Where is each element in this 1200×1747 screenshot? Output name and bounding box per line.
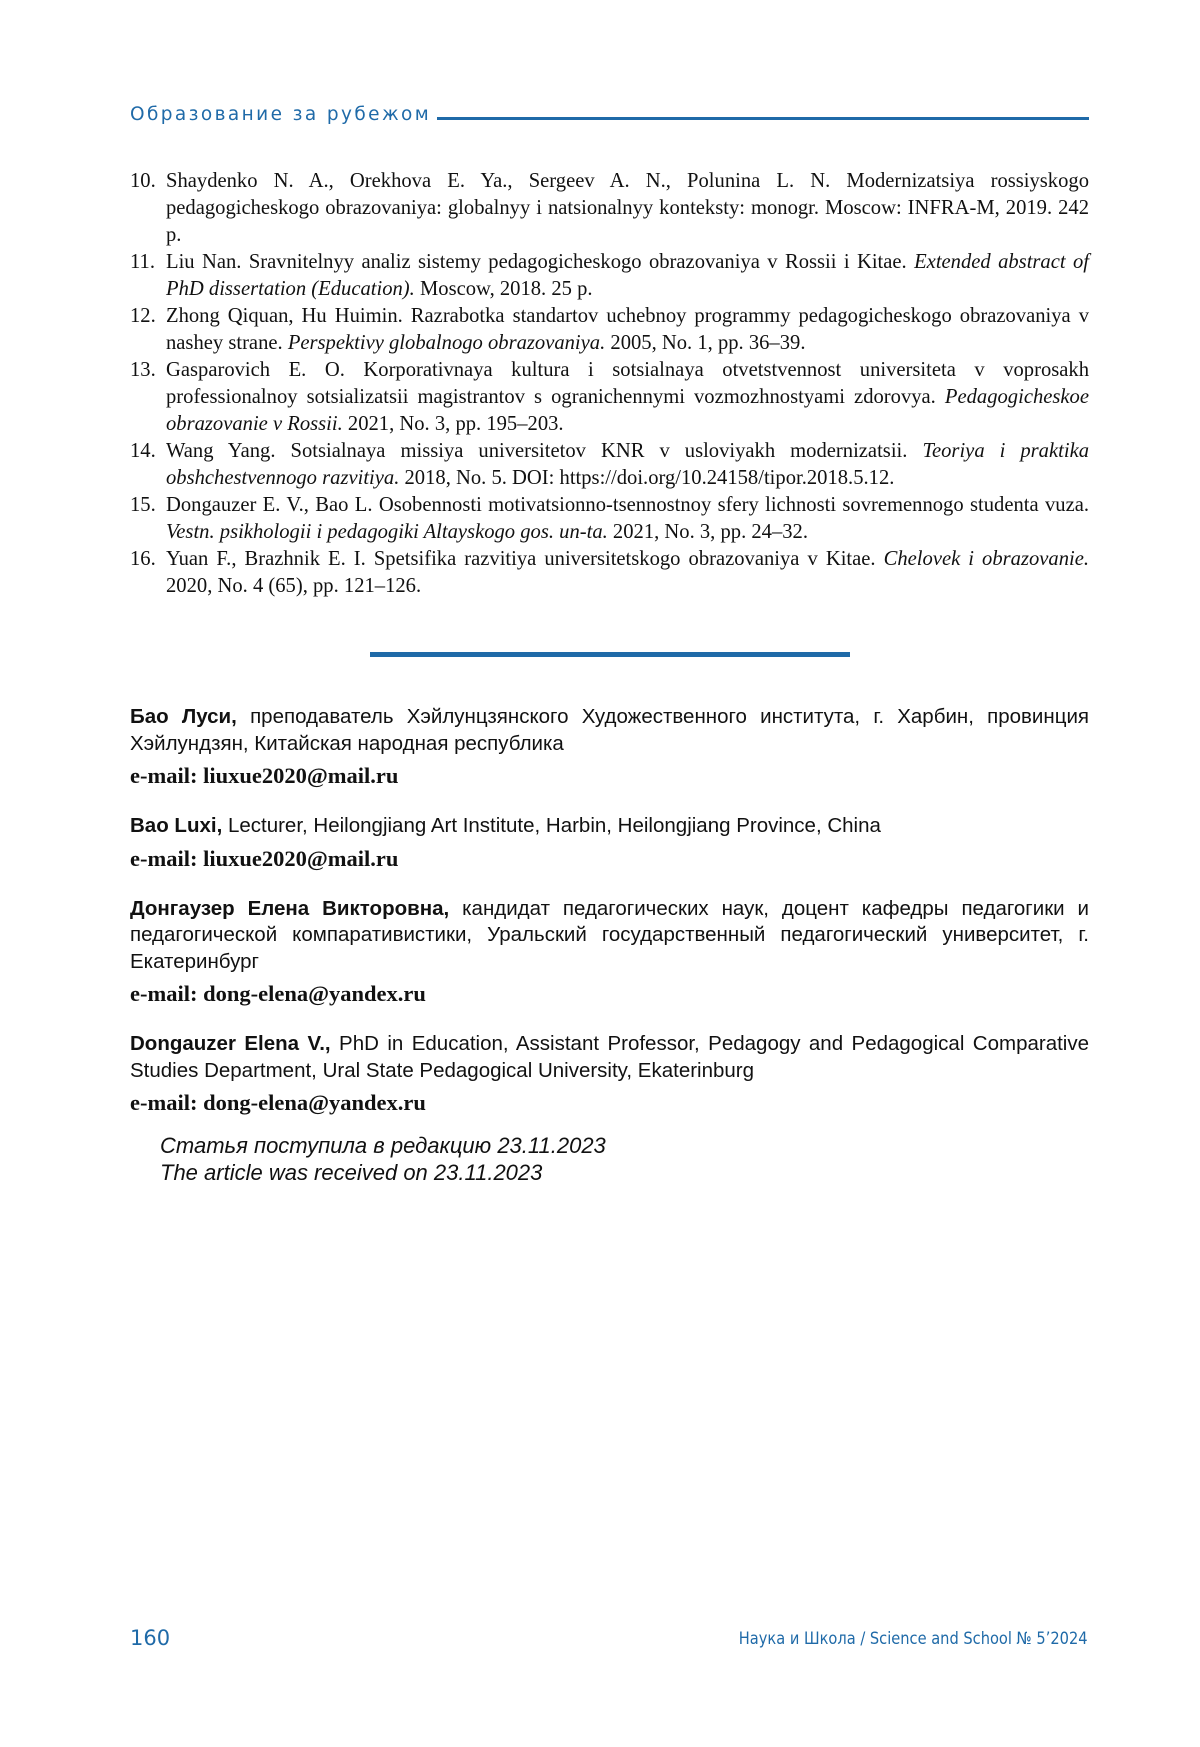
author-block	[130, 704, 1089, 791]
reference-segment: 2021, No. 3, pp. 24–32.	[607, 521, 808, 543]
journal-name: Наука и Школа / Science and School № 5’2024	[739, 1629, 1088, 1649]
author-name: Bao Luxi,	[130, 814, 223, 837]
reference-segment: Shaydenko N. A., Orekhova E. Ya., Sergeev A. N., Polunina L. N. Modernizatsiya rossiyskogo pedagogicheskogo obrazovaniya: globalnyy i natsionalnyy konteksty: monogr. Moscow: INFRA-M, 2019. 242 p.	[166, 170, 1089, 246]
author-info	[130, 704, 1089, 1140]
author-affiliation: PhD in Education, Assistant Professor, Pedagogy and Pedagogical Comparative Studies Department, Ural State Pedagogical University, Ekaterinburg	[130, 1032, 1089, 1082]
reference-segment: Dongauzer E. V., Bao L. Osobennosti motivatsionno-tsennostnoy sfery lichnosti sovremennogo studenta vuza.	[166, 494, 1089, 516]
reference-text	[166, 438, 1089, 492]
author-email: e-mail: dong-elena@yandex.ru	[130, 981, 426, 1006]
reference-number: 15.	[130, 494, 156, 516]
running-header	[130, 104, 1089, 125]
reference-number: 13.	[130, 359, 156, 381]
author-affiliation: Lecturer, Heilongjiang Art Institute, Harbin, Heilongjiang Province, China	[222, 814, 881, 837]
page-number: 160	[130, 1626, 171, 1650]
received-en: The article was received on 23.11.2023	[160, 1160, 543, 1185]
reference-source-title: Chelovek i obrazovanie.	[883, 548, 1090, 570]
reference-source-title: Extended abstract of PhD dissertation (Education).	[166, 251, 1089, 300]
reference-number: 11.	[130, 251, 155, 273]
reference-segment: Yuan F., Brazhnik E. I. Spetsifika razvitiya universitetskogo obrazovaniya v Kitae.	[166, 548, 884, 570]
reference-text	[166, 492, 1089, 546]
author-name: Донгаузер Елена Викторовна,	[130, 896, 450, 920]
reference-item	[130, 357, 1089, 438]
author-block	[130, 1031, 1089, 1118]
author-description	[130, 704, 1089, 757]
received-note	[160, 1132, 606, 1186]
reference-item	[130, 303, 1089, 357]
author-block	[130, 813, 1089, 874]
reference-segment: Zhong Qiquan, Hu Huimin. Razrabotka standartov uchebnoy programmy pedagogicheskogo obrazovaniya v nashey strane.	[166, 305, 1089, 354]
reference-item	[130, 492, 1089, 546]
reference-text	[166, 357, 1089, 438]
section-title: Образование за рубежом	[130, 104, 432, 125]
author-email: e-mail: dong-elena@yandex.ru	[130, 1090, 426, 1115]
reference-item	[130, 546, 1089, 600]
reference-text	[166, 546, 1089, 600]
reference-number: 10.	[130, 170, 156, 192]
author-block	[130, 896, 1089, 1010]
reference-source-title: Teoriya i praktika obshchestvennogo razvitiya.	[166, 440, 1090, 489]
author-name: Бао Луси,	[130, 705, 237, 728]
author-affiliation: кандидат педагогических наук, доцент кафедры педагогики и педагогической компаративистики, Уральский государственный педагогический университет, г. Екатеринбург	[130, 896, 1089, 973]
section-separator	[370, 652, 850, 657]
reference-text	[166, 168, 1089, 249]
reference-item	[130, 249, 1089, 303]
reference-source-title: Pedagogicheskoe obrazovanie v Rossii.	[166, 386, 1089, 435]
author-email: e-mail: liuxue2020@mail.ru	[130, 845, 399, 871]
reference-item	[130, 168, 1089, 249]
reference-segment: 2020, No. 4 (65), pp. 121–126.	[166, 575, 422, 597]
author-description	[130, 896, 1089, 976]
reference-segment: 2005, No. 1, pp. 36–39.	[605, 332, 806, 354]
reference-segment: 2018, No. 5. DOI: https://doi.org/10.24158/tipor.2018.5.12.	[399, 467, 895, 489]
reference-item	[130, 438, 1089, 492]
reference-text	[166, 249, 1089, 303]
reference-number: 14.	[130, 440, 156, 462]
header-rule	[437, 117, 1089, 120]
author-name: Dongauzer Elena V.,	[130, 1032, 331, 1055]
reference-segment: 2021, No. 3, pp. 195–203.	[342, 413, 564, 435]
reference-list	[130, 168, 1089, 600]
author-description	[130, 813, 1089, 840]
reference-segment: Gasparovich E. O. Korporativnaya kultura i sotsialnaya otvetstvennost universiteta v voprosakh professionalnoy sotsializatsii magistrantov s ogranichennymi vozmozhnostyami zdorovya.	[166, 359, 1089, 408]
received-ru: Статья поступила в редакцию 23.11.2023	[160, 1133, 606, 1158]
reference-source-title: Perspektivy globalnogo obrazovaniya.	[287, 332, 606, 354]
reference-segment: Liu Nan. Sravnitelnyy analiz sistemy pedagogicheskogo obrazovaniya v Rossii i Kitae.	[166, 251, 915, 273]
reference-segment: Wang Yang. Sotsialnaya missiya universitetov KNR v usloviyakh modernizatsii.	[166, 440, 923, 462]
reference-text	[166, 303, 1089, 357]
author-email: e-mail: liuxue2020@mail.ru	[130, 763, 399, 788]
author-affiliation: преподаватель Хэйлунцзянского Художественного института, г. Харбин, провинция Хэйлундзян, Китайская народная республика	[130, 705, 1089, 755]
reference-source-title: Vestn. psikhologii i pedagogiki Altayskogo gos. un-ta.	[166, 521, 608, 543]
reference-segment: Moscow, 2018. 25 p.	[414, 278, 593, 300]
reference-number: 16.	[130, 548, 156, 570]
reference-number: 12.	[130, 305, 156, 327]
author-description	[130, 1031, 1089, 1084]
